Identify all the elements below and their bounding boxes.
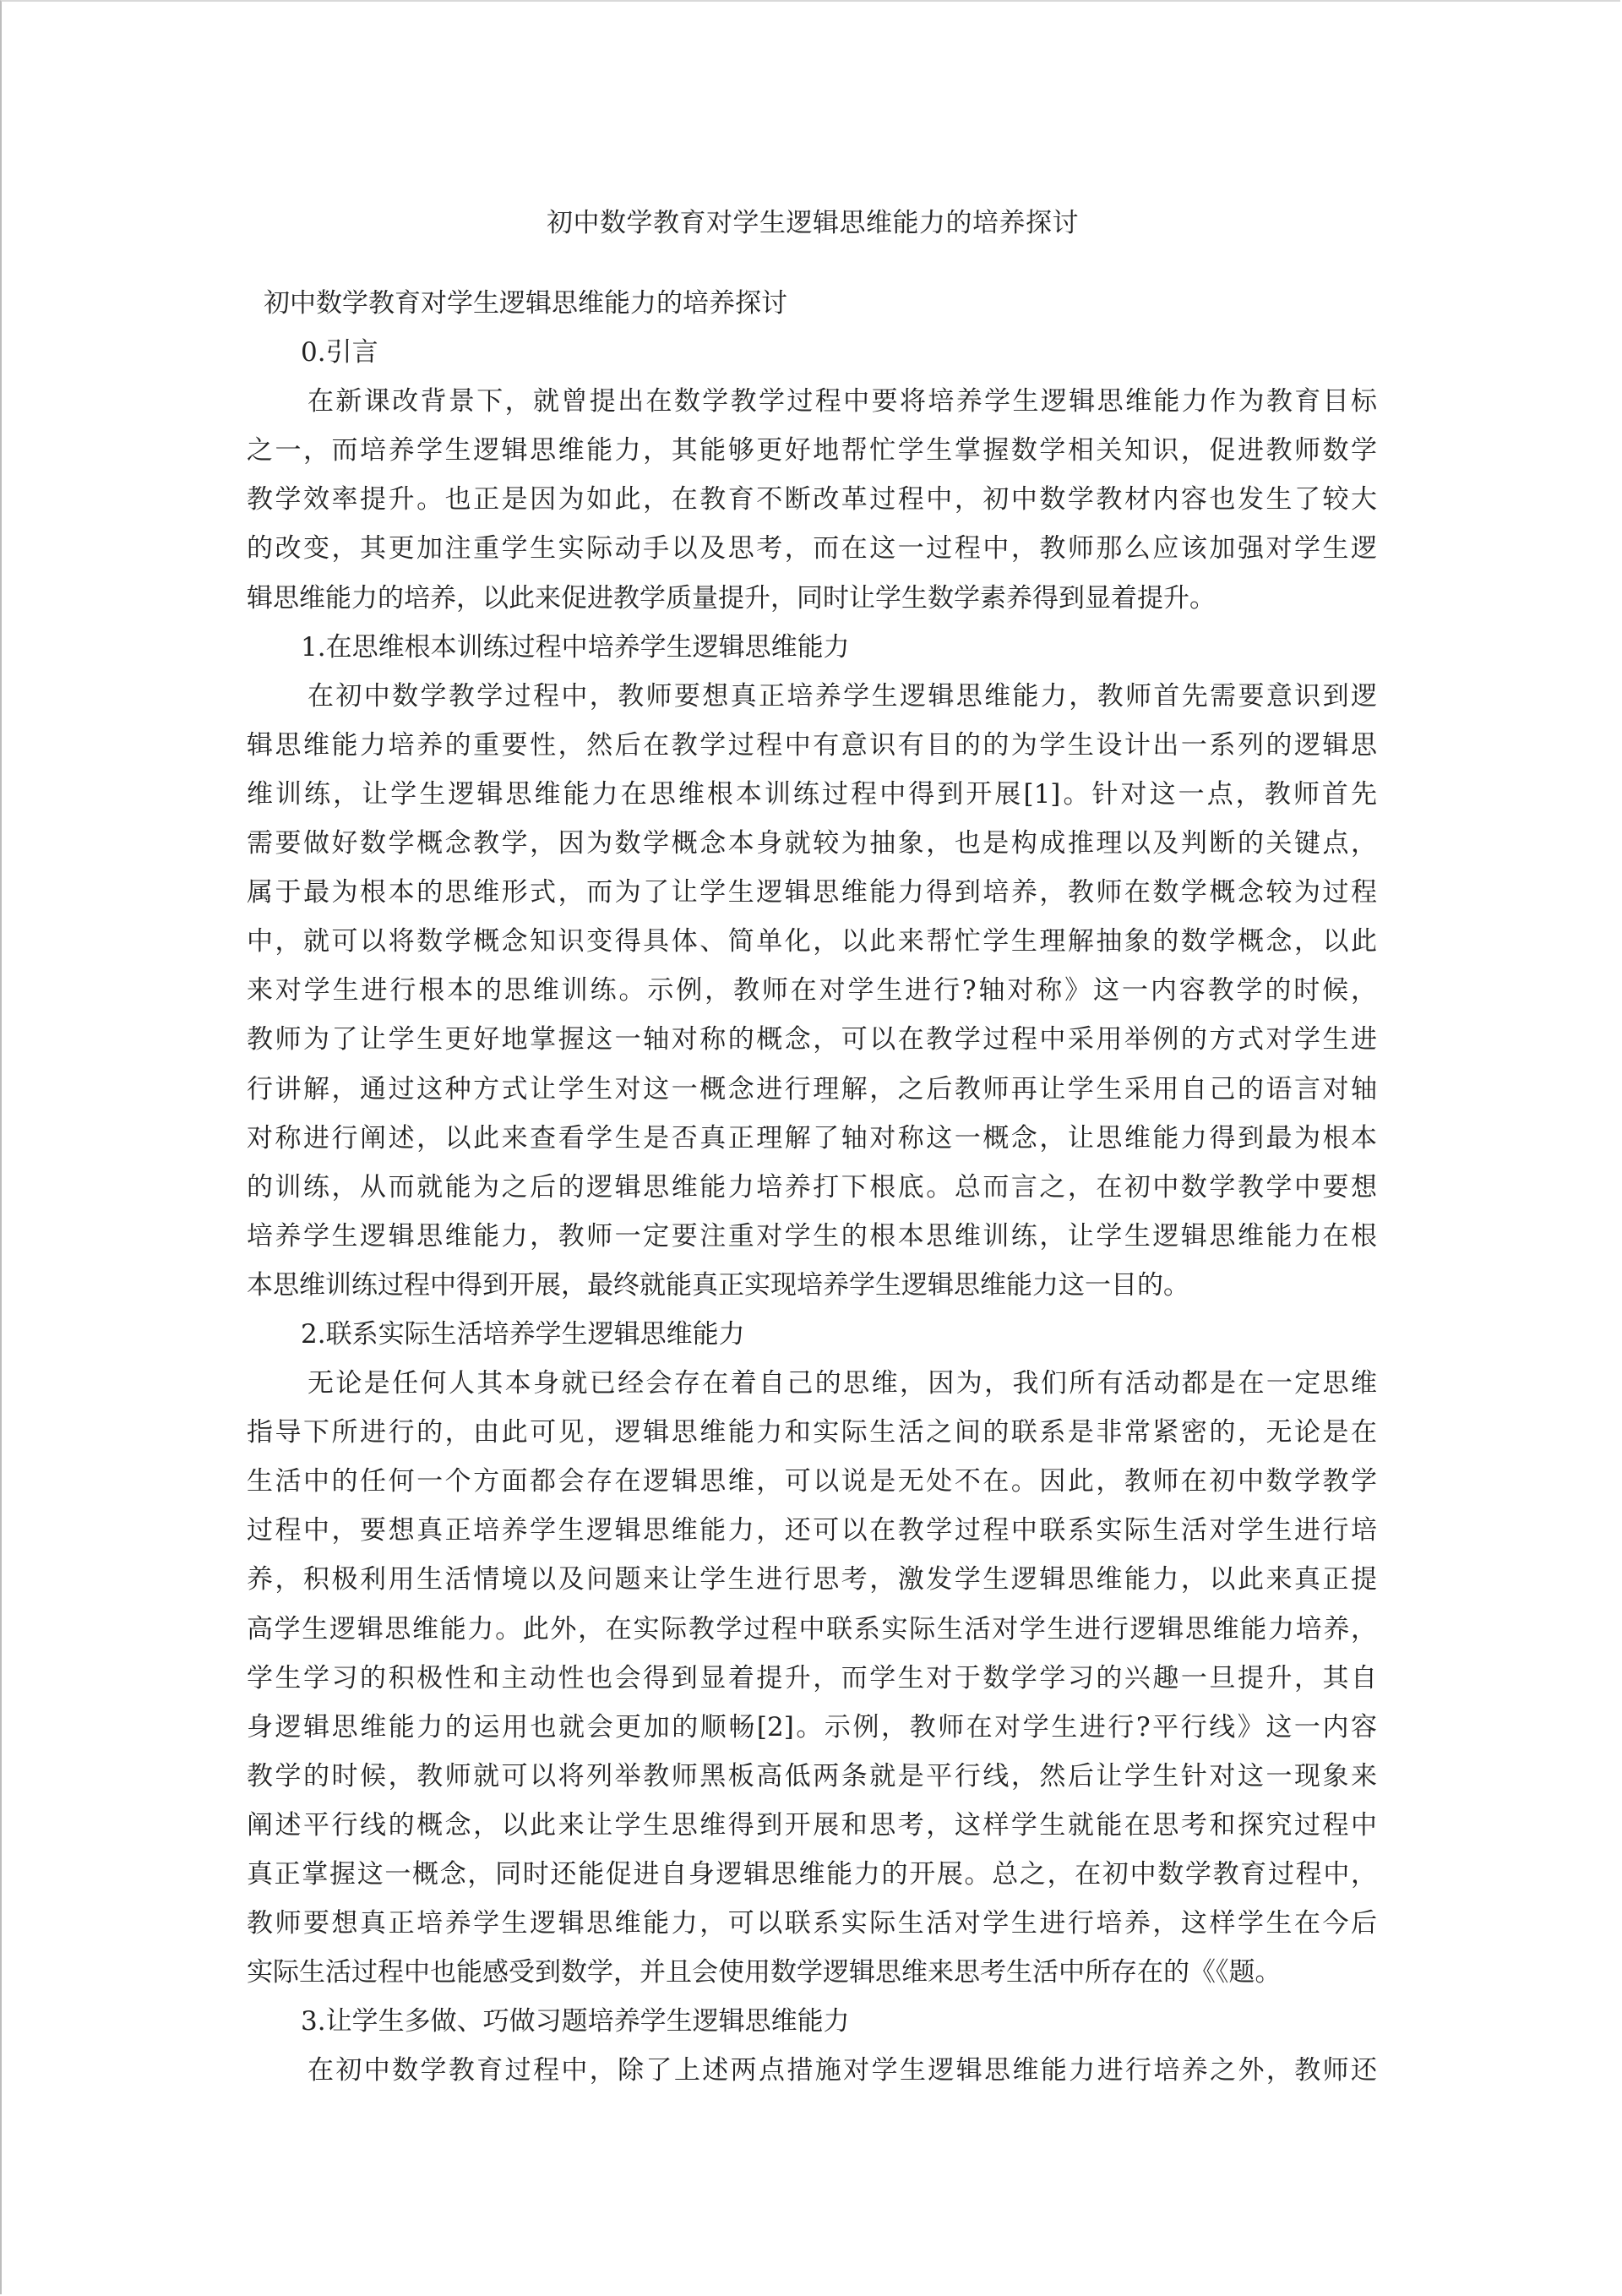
text-line: 辑思维能力的培养，以此来促进教学质量提升，同时让学生数学素养得到显着提升。 xyxy=(247,582,1216,614)
text-line: 生活中的任何一个方面都会存在逻辑思维，可以说是无处不在。因此，教师在初中数学教学 xyxy=(247,1466,1377,1497)
document-body xyxy=(247,279,1377,2095)
section-heading: 初中数学教育对学生逻辑思维能力的培养探讨 xyxy=(264,288,787,319)
text-line: 实际生活过程中也能感受到数学，并且会使用数学逻辑思维来思考生活中所存在的《《题。 xyxy=(247,1957,1282,1988)
text-line: 真正掌握这一概念，同时还能促进自身逻辑思维能力的开展。总之，在初中数学教育过程中， xyxy=(247,1859,1377,1890)
section-heading: 0.引言 xyxy=(301,337,378,368)
text-line: 的改变，其更加注重学生实际动手以及思考，而在这一过程中，教师那么应该加强对学生逻 xyxy=(247,533,1377,564)
text-line: 属于最为根本的思维形式，而为了让学生逻辑思维能力得到培养，教师在数学概念较为过程 xyxy=(247,877,1377,908)
text-line: 维训练，让学生逻辑思维能力在思维根本训练过程中得到开展[1]。针对这一点，教师首先 xyxy=(247,778,1377,810)
text-line: 教师为了让学生更好地掌握这一轴对称的概念，可以在教学过程中采用举例的方式对学生进 xyxy=(247,1024,1377,1055)
text-line: 来对学生进行根本的思维训练。示例，教师在对学生进行?轴对称》这一内容教学的时候， xyxy=(247,975,1377,1006)
text-line: 辑思维能力培养的重要性，然后在教学过程中有意识有目的的为学生设计出一系列的逻辑思 xyxy=(247,729,1377,761)
text-line: 高学生逻辑思维能力。此外，在实际教学过程中联系实际生活对学生进行逻辑思维能力培养， xyxy=(247,1613,1377,1644)
text-line: 阐述平行线的概念，以此来让学生思维得到开展和思考，这样学生就能在思考和探究过程中 xyxy=(247,1809,1377,1841)
text-line: 本思维训练过程中得到开展，最终就能真正实现培养学生逻辑思维能力这一目的。 xyxy=(247,1269,1189,1301)
text-line: 行讲解，通过这种方式让学生对这一概念进行理解，之后教师再让学生采用自己的语言对轴 xyxy=(247,1073,1377,1104)
text-line: 无论是任何人其本身就已经会存在着自己的思维，因为，我们所有活动都是在一定思维 xyxy=(308,1368,1377,1399)
text-line: 过程中，要想真正培养学生逻辑思维能力，还可以在教学过程中联系实际生活对学生进行培 xyxy=(247,1515,1377,1546)
text-line: 需要做好数学概念教学，因为数学概念本身就较为抽象，也是构成推理以及判断的关键点， xyxy=(247,828,1377,859)
document-title: 初中数学教育对学生逻辑思维能力的培养探讨 xyxy=(547,208,1079,238)
text-line: 教学效率提升。也正是因为如此，在教育不断改革过程中，初中数学教材内容也发生了较大 xyxy=(247,484,1377,515)
section-heading: 1.在思维根本训练过程中培养学生逻辑思维能力 xyxy=(301,631,850,663)
text-line: 养，积极利用生活情境以及问题来让学生进行思考，激发学生逻辑思维能力，以此来真正提 xyxy=(247,1564,1377,1595)
text-line: 教师要想真正培养学生逻辑思维能力，可以联系实际生活对学生进行培养，这样学生在今后 xyxy=(247,1908,1377,1939)
text-line: 学生学习的积极性和主动性也会得到显着提升，而学生对于数学学习的兴趣一旦提升，其自 xyxy=(247,1662,1377,1693)
text-line: 对称进行阐述，以此来查看学生是否真正理解了轴对称这一概念，让思维能力得到最为根本 xyxy=(247,1122,1377,1153)
text-line: 在初中数学教育过程中，除了上述两点措施对学生逻辑思维能力进行培养之外，教师还 xyxy=(308,2055,1377,2086)
text-line: 之一，而培养学生逻辑思维能力，其能够更好地帮忙学生掌握数学相关知识，促进教师数学 xyxy=(247,435,1377,466)
text-line: 培养学生逻辑思维能力，教师一定要注重对学生的根本思维训练，让学生逻辑思维能力在根 xyxy=(247,1220,1377,1252)
text-line: 的训练，从而就能为之后的逻辑思维能力培养打下根底。总而言之，在初中数学教学中要想 xyxy=(247,1171,1377,1203)
text-line: 身逻辑思维能力的运用也就会更加的顺畅[2]。示例，教师在对学生进行?平行线》这一内容 xyxy=(247,1711,1377,1742)
text-line: 中，就可以将数学概念知识变得具体、简单化，以此来帮忙学生理解抽象的数学概念，以此 xyxy=(247,926,1377,957)
text-line: 在初中数学教学过程中，教师要想真正培养学生逻辑思维能力，教师首先需要意识到逻 xyxy=(308,680,1377,712)
text-line: 教学的时候，教师就可以将列举教师黑板高低两条就是平行线，然后让学生针对这一现象来 xyxy=(247,1760,1377,1792)
section-heading: 3.让学生多做、巧做习题培养学生逻辑思维能力 xyxy=(301,2006,850,2037)
section-heading: 2.联系实际生活培养学生逻辑思维能力 xyxy=(301,1318,745,1350)
text-line: 在新课改背景下，就曾提出在数学教学过程中要将培养学生逻辑思维能力作为教育目标 xyxy=(308,386,1377,417)
text-line: 指导下所进行的，由此可见，逻辑思维能力和实际生活之间的联系是非常紧密的，无论是在 xyxy=(247,1417,1377,1448)
